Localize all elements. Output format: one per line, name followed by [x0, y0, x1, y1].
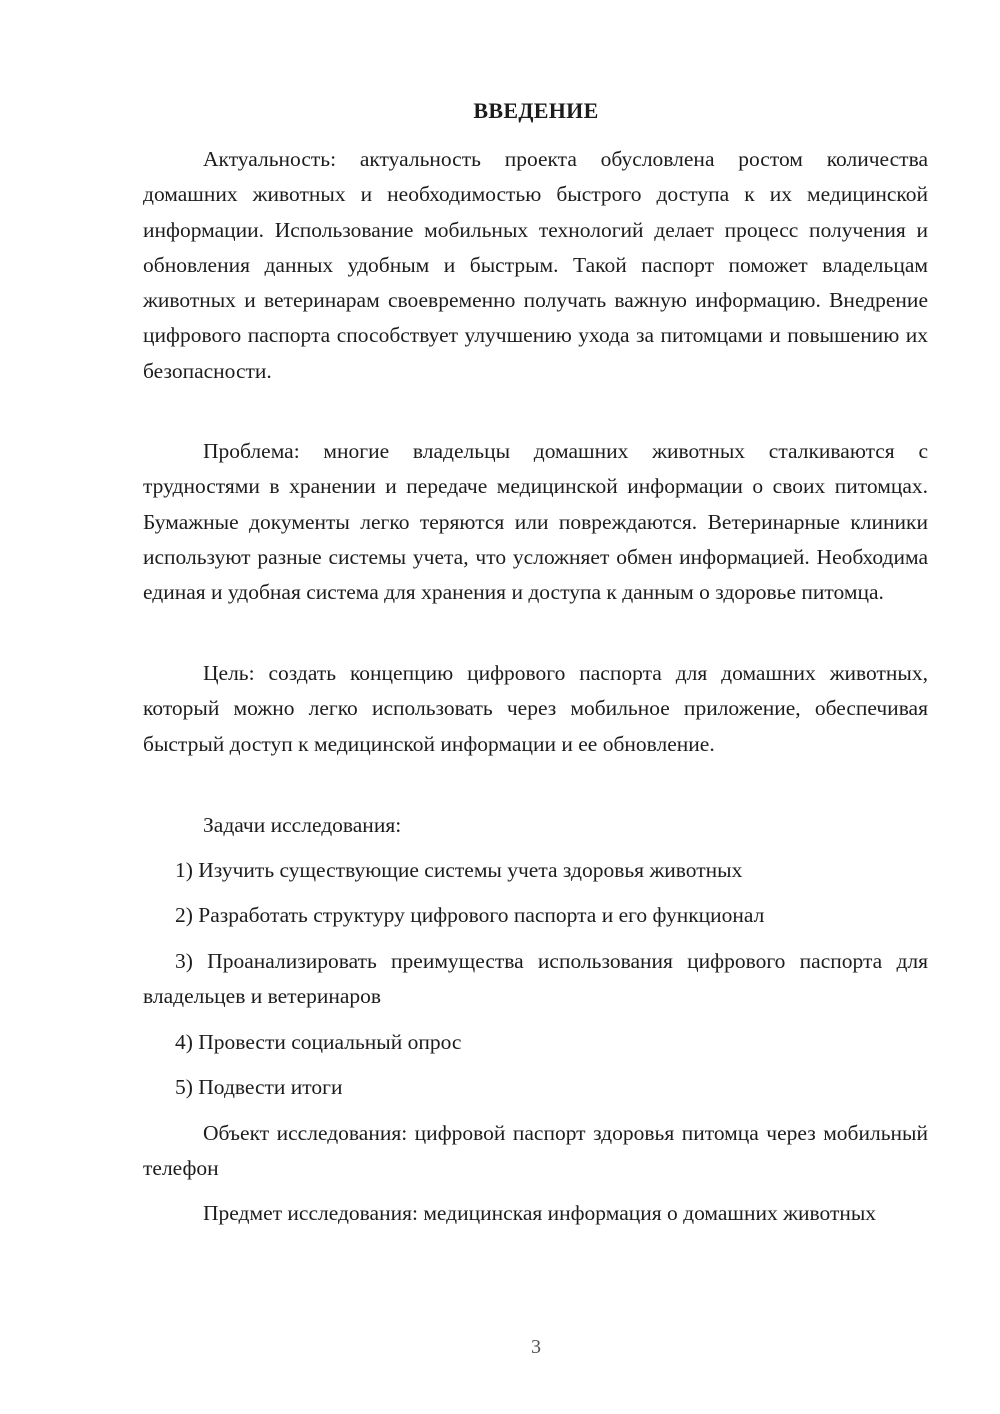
task-item-4: 4) Провести социальный опрос [175, 1030, 462, 1054]
task-item-2: 2) Разработать структуру цифрового паспорта и его функционал [175, 903, 765, 927]
paragraph-object: Объект исследования: цифровой паспорт здоровья питомца через мобильный телефон [143, 1121, 928, 1181]
paragraph-subject: Предмет исследования: медицинская информация о домашних животных [203, 1201, 877, 1225]
task-item-1: 1) Изучить существующие системы учета здоровья животных [175, 858, 743, 882]
paragraph-goal: Цель: создать концепцию цифрового паспорта для домашних животных, который можно легко использовать через мобильное приложение, обеспечивая быстрый доступ к медицинской информации и ее обновление. [143, 661, 928, 756]
section-title: ВВЕДЕНИЕ [473, 98, 599, 123]
paragraph-problem: Проблема: многие владельцы домашних животных сталкиваются с трудностями в хранении и передаче медицинской информации о своих питомцах. Бумажные документы легко теряются или повреждаются. Ветеринарные клиники используют разные системы учета, что усложняет обмен информацией. Необходима единая и удобная система для хранения и доступа к данным о здоровье питомца. [143, 439, 928, 605]
page-number: 3 [531, 1336, 541, 1358]
paragraph-relevance: Актуальность: актуальность проекта обусловлена ростом количества домашних животных и необходимостью быстрого доступа к их медицинской информации. Использование мобильных технологий делает процесс получения и обновления данных удобным и быстрым. Такой паспорт поможет владельцам животных и ветеринарам своевременно получать важную информацию. Внедрение цифрового паспорта способствует улучшению ухода за питомцами и повышению их безопасности. [143, 147, 928, 383]
task-item-3: 3) Проанализировать преимущества использования цифрового паспорта для владельцев и ветеринаров [143, 949, 928, 1009]
tasks-heading: Задачи исследования: [203, 813, 402, 837]
task-item-5: 5) Подвести итоги [175, 1075, 343, 1099]
